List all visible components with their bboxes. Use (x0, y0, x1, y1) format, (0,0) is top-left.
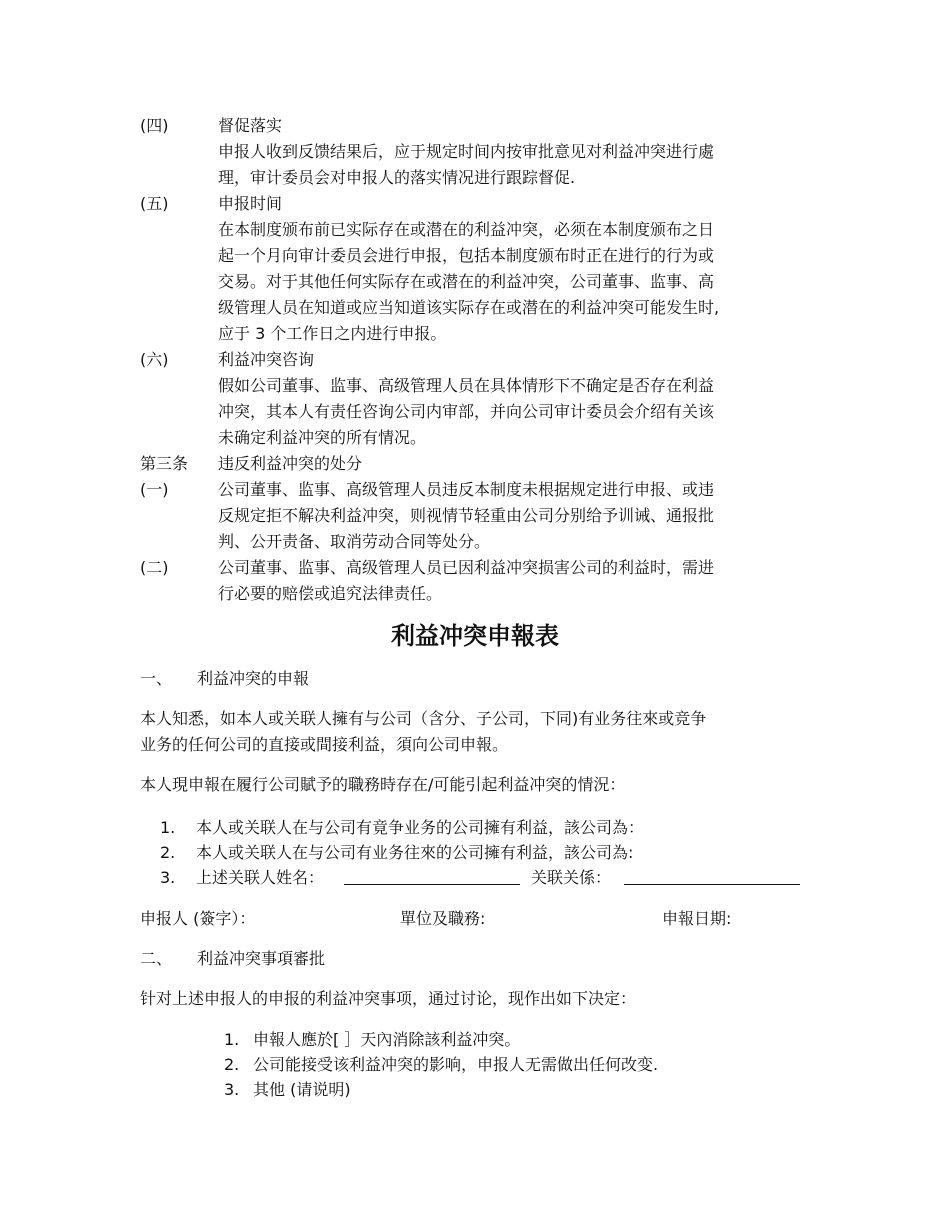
penalty-label: (二) (140, 558, 169, 577)
item-text-line: 在本制度颁布前已实际存在或潜在的利益冲突，必须在本制度颁布之日 (218, 220, 715, 239)
penalty-text-line: 判、公开责备、取消劳动合同等处分。 (218, 532, 491, 551)
declaration-line: 业务的任何公司的直接或間接利益，須向公司申報。 (140, 735, 509, 754)
penalty-text-line: 公司董事、监事、高级管理人员违反本制度未根据规定进行申报、或违 (218, 480, 715, 499)
list-item-text: 本人或关联人在与公司有竟争业务的公司擁有利益，該公司為： (196, 818, 645, 837)
list-number: 1. (224, 1030, 240, 1049)
section-number: 一、 (140, 669, 173, 688)
item-text-line: 应于 3 个工作日之内进行申报。 (218, 324, 447, 343)
item-title: 利益冲突咨询 (218, 350, 315, 369)
related-name-field[interactable] (344, 865, 520, 885)
decision-option: 其他 (请说明) (253, 1080, 351, 1099)
item-text-line: 申报人收到反馈结果后，应于规定时间内按审批意见对利益冲突进行處 (218, 142, 715, 161)
unit-position-label: 單位及職務: (400, 909, 486, 928)
decision-intro: 针对上述申报人的申报的利益冲突事项，通过讨论，现作出如下决定： (140, 989, 637, 1008)
form-title: 利益冲突申報表 (391, 622, 559, 650)
item-label: (四) (140, 116, 169, 135)
section-title: 利益冲突事項審批 (197, 949, 326, 968)
decision-option: 公司能接受该利益冲突的影响，申报人无需做出任何改变. (253, 1055, 659, 1074)
article-title: 违反利益冲突的处分 (218, 454, 363, 473)
article-label: 第三条 (140, 454, 189, 473)
decision-option: 申報人應於[ ］天內消除該利益冲突。 (253, 1030, 521, 1049)
penalty-label: (一) (140, 480, 169, 499)
item-title: 督促落实 (218, 116, 283, 135)
item-text-line: 理，审计委员会对申报人的落实情况进行跟踪督促. (218, 168, 576, 187)
item-title: 申报时间 (218, 194, 283, 213)
declaration-intro: 本人現申報在履行公司賦予的職務時存在/可能引起利益冲突的情況： (140, 775, 626, 794)
item-text-line: 假如公司董事、监事、高级管理人员在具体情形下不确定是否存在利益 (218, 376, 715, 395)
item-label: (五) (140, 194, 169, 213)
list-number: 2. (160, 843, 176, 862)
applicant-signature-label: 申报人 (簽字）： (140, 909, 256, 928)
item-label: (六) (140, 350, 169, 369)
penalty-text-line: 反规定拒不解决利益冲突，则视情节轻重由公司分别给予训诫、通报批 (218, 506, 715, 525)
relationship-field[interactable] (624, 865, 800, 885)
declaration-line: 本人知悉，如本人或关联人擁有与公司（含分、子公司，下同)有业务往來或竞争 (140, 709, 707, 728)
item-text-line: 交易。对于其他任何实际存在或潜在的利益冲突，公司董事、监事、高 (218, 272, 715, 291)
list-item-text: 本人或关联人在与公司有业务往來的公司擁有利益，該公司為: (196, 843, 634, 862)
penalty-text-line: 公司董事、监事、高级管理人员已因利益冲突损害公司的利益时，需进 (218, 558, 715, 577)
section-title: 利益冲突的申報 (197, 669, 310, 688)
list-number: 1. (160, 818, 176, 837)
list-number: 3. (224, 1080, 240, 1099)
list-number: 2. (224, 1055, 240, 1074)
penalty-text-line: 行必要的赔偿或追究法律责任。 (218, 584, 443, 603)
declaration-date-label: 申報日期: (662, 909, 732, 928)
related-name-label: 上述关联人姓名： (196, 868, 325, 887)
section-number: 二、 (140, 949, 173, 968)
relationship-label: 关联关係： (531, 868, 612, 887)
item-text-line: 冲突，其本人有责任咨询公司内审部，并向公司审计委员会介绍有关该 (218, 402, 715, 421)
item-text-line: 起一个月向审计委员会进行申报，包括本制度颁布时正在进行的行为或 (218, 246, 715, 265)
item-text-line: 级管理人员在知道或应当知道该实际存在或潜在的利益冲突可能发生时, (218, 298, 720, 317)
item-text-line: 未确定利益冲突的所有情况。 (218, 428, 427, 447)
list-number: 3. (160, 868, 176, 887)
